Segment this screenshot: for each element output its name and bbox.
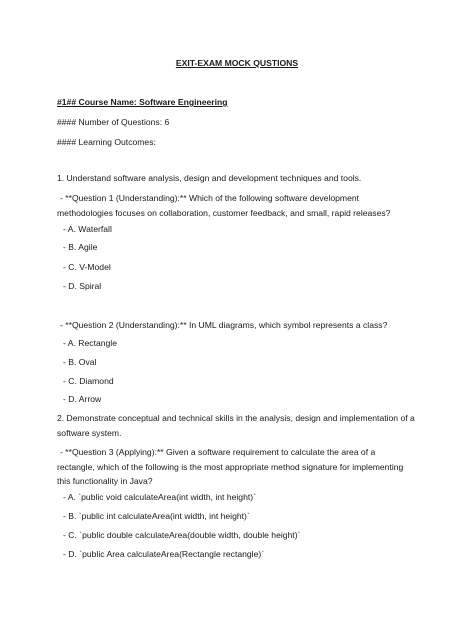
outcome-2-line-2: software system. bbox=[57, 428, 122, 438]
question-3-option-b: - B. `public int calculateArea(int width, int height)` bbox=[63, 511, 250, 521]
number-of-questions: #### Number of Questions: 6 bbox=[57, 117, 170, 127]
document-title: EXIT-EXAM MOCK QUSTIONS bbox=[175, 58, 299, 68]
course-name-heading: #1## Course Name: Software Engineering bbox=[57, 97, 228, 107]
question-3-option-d: - D. `public Area calculateArea(Rectangle rectangle)` bbox=[63, 549, 265, 559]
question-2-option-c: - C. Diamond bbox=[63, 376, 114, 386]
question-3-line-3: this functionality in Java? bbox=[57, 476, 153, 486]
outcome-2-line-1: 2. Demonstrate conceptual and technical skills in the analysis, design and implementation of a bbox=[57, 413, 415, 423]
question-3-line-2: rectangle, which of the following is the most appropriate method signature for implementing bbox=[57, 462, 404, 472]
question-1-option-b: - B. Agile bbox=[63, 242, 98, 252]
question-1-line-1: - **Question 1 (Understanding):** Which of the following software development bbox=[60, 193, 360, 203]
question-1-option-d: - D. Spiral bbox=[63, 281, 102, 291]
question-2-option-b: - B. Oval bbox=[63, 357, 97, 367]
question-2-option-d: - D. Arrow bbox=[63, 394, 102, 404]
question-2-line-1: - **Question 2 (Understanding):** In UML diagrams, which symbol represents a class? bbox=[60, 320, 388, 330]
question-2-option-a: - A. Rectangle bbox=[63, 338, 117, 348]
question-1-option-c: - C. V-Model bbox=[63, 262, 111, 272]
question-1-option-a: - A. Waterfall bbox=[63, 224, 112, 234]
question-3-option-a: - A. `public void calculateArea(int width, int height)` bbox=[63, 492, 256, 502]
question-3-option-c: - C. `public double calculateArea(double width, double height)` bbox=[63, 530, 301, 540]
learning-outcomes-heading: #### Learning Outcomes: bbox=[57, 137, 156, 147]
outcome-1: 1. Understand software analysis, design and development techniques and tools. bbox=[57, 173, 362, 183]
question-3-line-1: - **Question 3 (Applying):** Given a software requirement to calculate the area of a bbox=[60, 447, 376, 457]
question-1-line-2: methodologies focuses on collaboration, customer feedback, and small, rapid releases? bbox=[57, 208, 391, 218]
